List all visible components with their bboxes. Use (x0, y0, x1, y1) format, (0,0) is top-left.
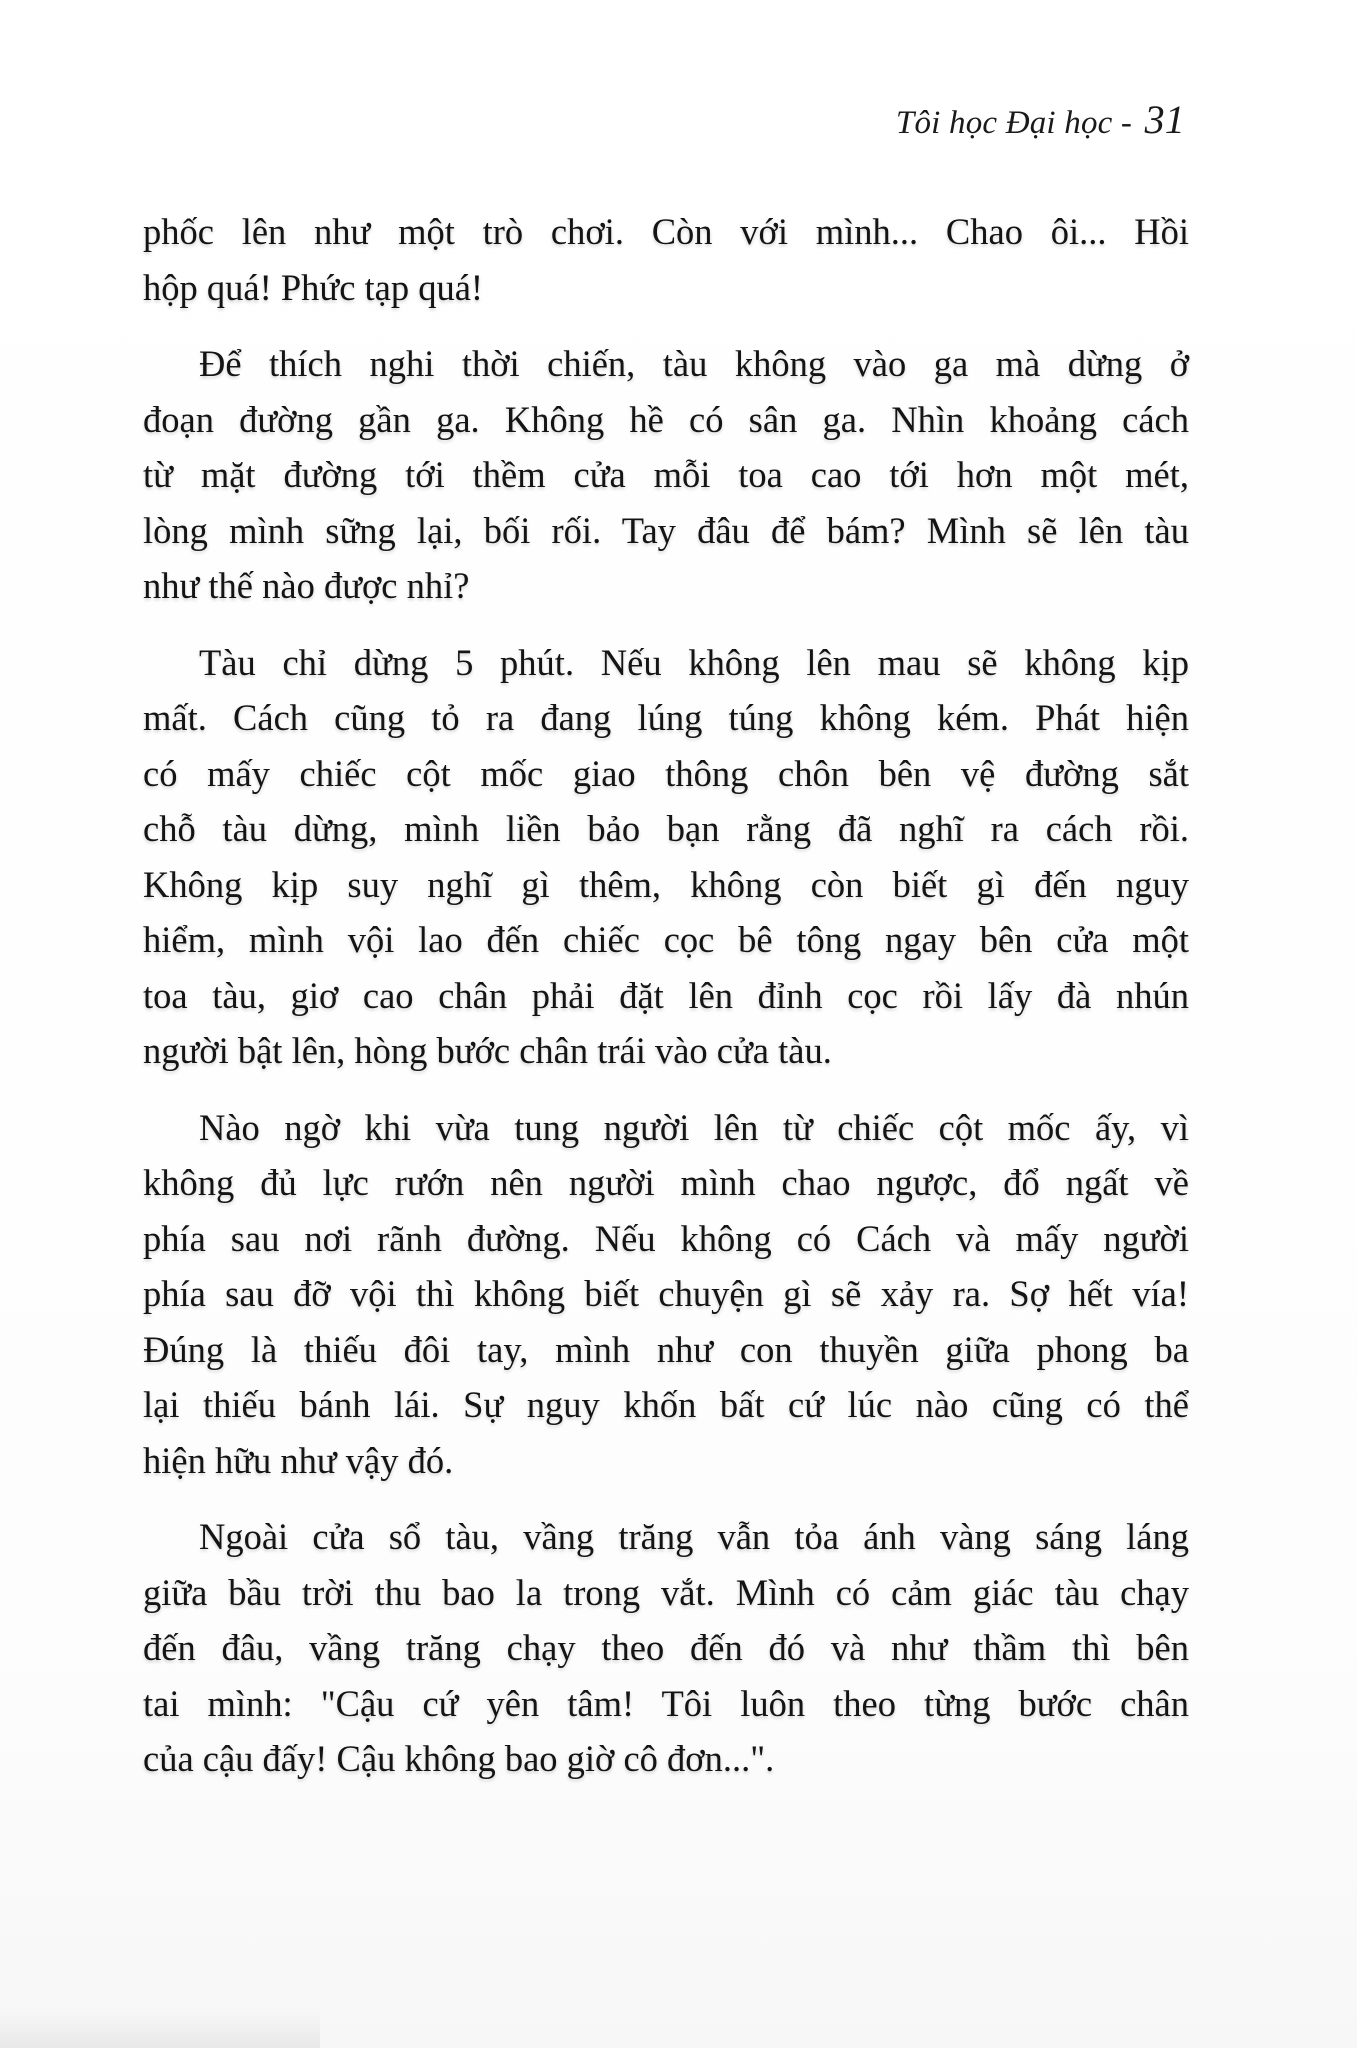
text-line: Ngoài cửa sổ tàu, vầng trăng vẫn tỏa ánh vàng sáng láng (199, 1516, 1189, 1557)
text-line: hiểm, mình vội lao đến chiếc cọc bê tông ngay bên cửa một (143, 919, 1189, 960)
text-line: hộp quá! Phức tạp quá! (143, 266, 484, 308)
text-line: giữa bầu trời thu bao la trong vắt. Mình có cảm giác tàu chạy (143, 1571, 1189, 1613)
running-header (896, 96, 1185, 143)
text-line: Tàu chỉ dừng 5 phút. Nếu không lên mau sẽ không kịp (199, 641, 1189, 683)
text-line: có mấy chiếc cột mốc giao thông chôn bên vệ đường sắt (143, 752, 1189, 794)
text-line: đến đâu, vầng trăng chạy theo đến đó và như thầm thì bên (143, 1627, 1189, 1668)
text-line: Đúng là thiếu đôi tay, mình như con thuyền giữa phong ba (143, 1328, 1189, 1370)
text-line: hiện hữu như vậy đó. (143, 1439, 454, 1481)
text-line: của cậu đấy! Cậu không bao giờ cô đơn...". (143, 1738, 775, 1779)
text-line: phốc lên như một trò chơi. Còn với mình... Chao ôi... Hồi (143, 211, 1189, 252)
body-text (143, 204, 1189, 1808)
text-line: lòng mình sững lại, bối rối. Tay đâu để bám? Mình sẽ lên tàu (143, 509, 1189, 551)
text-line: Để thích nghi thời chiến, tàu không vào ga mà dừng ở (199, 343, 1189, 384)
text-line: phía sau đỡ vội thì không biết chuyện gì sẽ xảy ra. Sợ hết vía! (143, 1273, 1189, 1314)
paragraph-1 (143, 204, 1189, 315)
text-line: đoạn đường gần ga. Không hề có sân ga. Nhìn khoảng cách (143, 398, 1189, 440)
page-edge-shadow (0, 2008, 320, 2048)
text-line: như thế nào được nhỉ? (143, 565, 470, 606)
paragraph-5 (143, 1509, 1189, 1787)
page-number: 31 (1144, 97, 1185, 142)
paragraph-4 (143, 1100, 1189, 1489)
text-line: tai mình: "Cậu cứ yên tâm! Tôi luôn theo từng bước chân (143, 1682, 1189, 1724)
paragraph-3 (143, 635, 1189, 1079)
text-line: từ mặt đường tới thềm cửa mỗi toa cao tới hơn một mét, (143, 454, 1189, 495)
text-line: Không kịp suy nghĩ gì thêm, không còn biết gì đến nguy (143, 863, 1189, 905)
paragraph-2 (143, 336, 1189, 614)
text-line: Nào ngờ khi vừa tung người lên từ chiếc cột mốc ấy, vì (199, 1106, 1189, 1148)
text-line: không đủ lực rướn nên người mình chao ngược, đổ ngất về (143, 1162, 1189, 1203)
text-line: người bật lên, hòng bước chân trái vào cửa tàu. (143, 1030, 832, 1071)
running-title: Tôi học Đại học - (895, 105, 1133, 141)
text-line: toa tàu, giơ cao chân phải đặt lên đỉnh cọc rồi lấy đà nhún (143, 974, 1189, 1016)
text-line: mất. Cách cũng tỏ ra đang lúng túng không kém. Phát hiện (143, 697, 1189, 738)
text-line: phía sau nơi rãnh đường. Nếu không có Cách và mấy người (143, 1217, 1189, 1259)
text-line: chỗ tàu dừng, mình liền bảo bạn rằng đã nghĩ ra cách rồi. (143, 808, 1189, 849)
text-line: lại thiếu bánh lái. Sự nguy khốn bất cứ lúc nào cũng có thể (143, 1384, 1189, 1425)
